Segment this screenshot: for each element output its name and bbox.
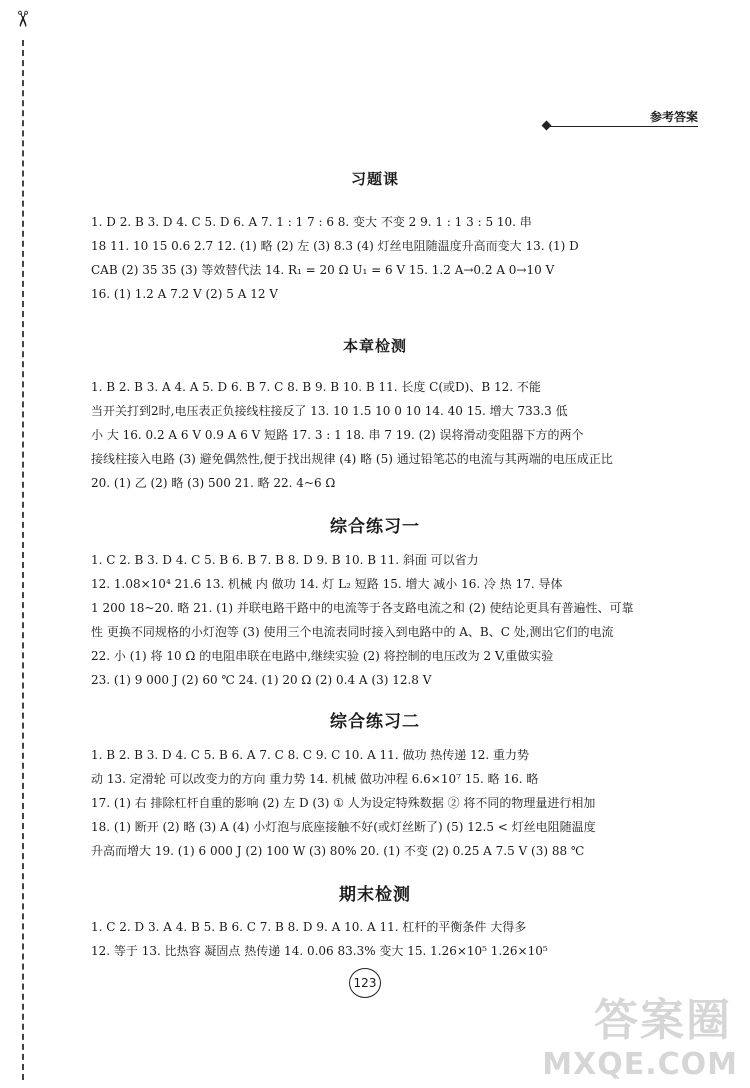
section-title-xitike: 习题课 bbox=[350, 170, 399, 188]
header-label: 参考答案 bbox=[649, 110, 698, 124]
watermark-url: MXQE.COM bbox=[542, 1047, 738, 1082]
answers-chapter-test bbox=[91, 375, 639, 495]
answer-line: 20. (1) 乙 (2) 略 (3) 500 21. 略 22. 4~6 Ω bbox=[91, 476, 336, 490]
answer-line: 17. (1) 右 排除杠杆自重的影响 (2) 左 D (3) ① 人为设定特殊数据 ② 将不同的物理量进行相加 bbox=[91, 796, 596, 810]
section-title-practice-1: 综合练习一 bbox=[330, 517, 420, 537]
answer-line: 12. 1.08×10⁴ 21.6 13. 机械 内 做功 14. 灯 L₂ 短路 15. 增大 减小 16. 冷 热 17. 导体 bbox=[91, 577, 563, 591]
scissors-icon: ✂ bbox=[9, 9, 35, 29]
answer-line: 性 更换不同规格的小灯泡等 (3) 使用三个电流表同时接入到电路中的 A、B、C 处,测出它们的电流 bbox=[91, 625, 614, 639]
answers-final-test bbox=[91, 915, 639, 963]
answer-line: 1. D 2. B 3. D 4. C 5. D 6. A 7. 1 : 1 7 : 6 8. 变大 不变 2 9. 1 : 1 3 : 5 10. 串 bbox=[91, 215, 532, 229]
answer-line: 接线柱接入电路 (3) 避免偶然性,便于找出规律 (4) 略 (5) 通过铅笔芯的电流与其两端的电压成正比 bbox=[91, 452, 613, 466]
answer-line: 小 大 16. 0.2 A 6 V 0.9 A 6 V 短路 17. 3 : 1 18. 串 7 19. (2) 误将滑动变阻器下方的两个 bbox=[91, 428, 584, 442]
answer-line: 1. C 2. B 3. D 4. C 5. B 6. B 7. B 8. D 9. B 10. B 11. 斜面 可以省力 bbox=[91, 553, 479, 567]
answers-practice-1 bbox=[91, 548, 639, 692]
answer-line: 18. (1) 断开 (2) 略 (3) A (4) 小灯泡与底座接触不好(或灯丝断了) (5) 12.5 < 灯丝电阻随温度 bbox=[91, 820, 596, 834]
answer-line: 1 200 18~20. 略 21. (1) 并联电路干路中的电流等于各支路电流之和 (2) 使结论更具有普遍性、可靠 bbox=[91, 601, 634, 615]
answer-line: 动 13. 定滑轮 可以改变力的方向 重力势 14. 机械 做功冲程 6.6×10⁷ 15. 略 16. 略 bbox=[91, 772, 539, 786]
answer-line: 1. C 2. D 3. A 4. B 5. B 6. C 7. B 8. D 9. A 10. A 11. 杠杆的平衡条件 大得多 bbox=[91, 920, 527, 934]
answers-xitike bbox=[91, 210, 639, 306]
answer-line: 18 11. 10 15 0.6 2.7 12. (1) 略 (2) 左 (3) 8.3 (4) 灯丝电阻随温度升高而变大 13. (1) D bbox=[91, 239, 579, 253]
answer-line: 当开关打到2时,电压表正负接线柱接反了 13. 10 1.5 10 0 10 14. 40 15. 增大 733.3 低 bbox=[91, 404, 568, 418]
answer-line: 12. 等于 13. 比热容 凝固点 热传递 14. 0.06 83.3% 变大 15. 1.26×10⁵ 1.26×10⁵ bbox=[91, 944, 548, 958]
answer-line: 1. B 2. B 3. D 4. C 5. B 6. A 7. C 8. C 9. C 10. A 11. 做功 热传递 12. 重力势 bbox=[91, 748, 529, 762]
answer-line: 23. (1) 9 000 J (2) 60 ℃ 24. (1) 20 Ω (2) 0.4 A (3) 12.8 V bbox=[91, 673, 432, 687]
answer-line: 1. B 2. B 3. A 4. A 5. D 6. B 7. C 8. B 9. B 10. B 11. 长度 C(或D)、B 12. 不能 bbox=[91, 380, 541, 394]
answer-line: 升高而增大 19. (1) 6 000 J (2) 100 W (3) 80% 20. (1) 不变 (2) 0.25 A 7.5 V (3) 88 ℃ bbox=[91, 844, 585, 858]
header-rule bbox=[548, 126, 698, 127]
answers-practice-2 bbox=[91, 743, 639, 863]
answer-line: 22. 小 (1) 将 10 Ω 的电阻串联在电路中,继续实验 (2) 将控制的电压改为 2 V,重做实验 bbox=[91, 649, 554, 663]
page-number: 123 bbox=[349, 968, 381, 998]
section-title-chapter-test: 本章检测 bbox=[342, 337, 407, 355]
cut-line bbox=[22, 40, 24, 1080]
watermark-logo: 答案圈 bbox=[594, 995, 732, 1046]
answer-line: 16. (1) 1.2 A 7.2 V (2) 5 A 12 V bbox=[91, 287, 278, 301]
answer-line: CAB (2) 35 35 (3) 等效替代法 14. R₁ = 20 Ω U₁ = 6 V 15. 1.2 A→0.2 A 0→10 V bbox=[91, 263, 555, 277]
section-title-final-test: 期末检测 bbox=[339, 885, 411, 905]
section-title-practice-2: 综合练习二 bbox=[330, 712, 420, 732]
